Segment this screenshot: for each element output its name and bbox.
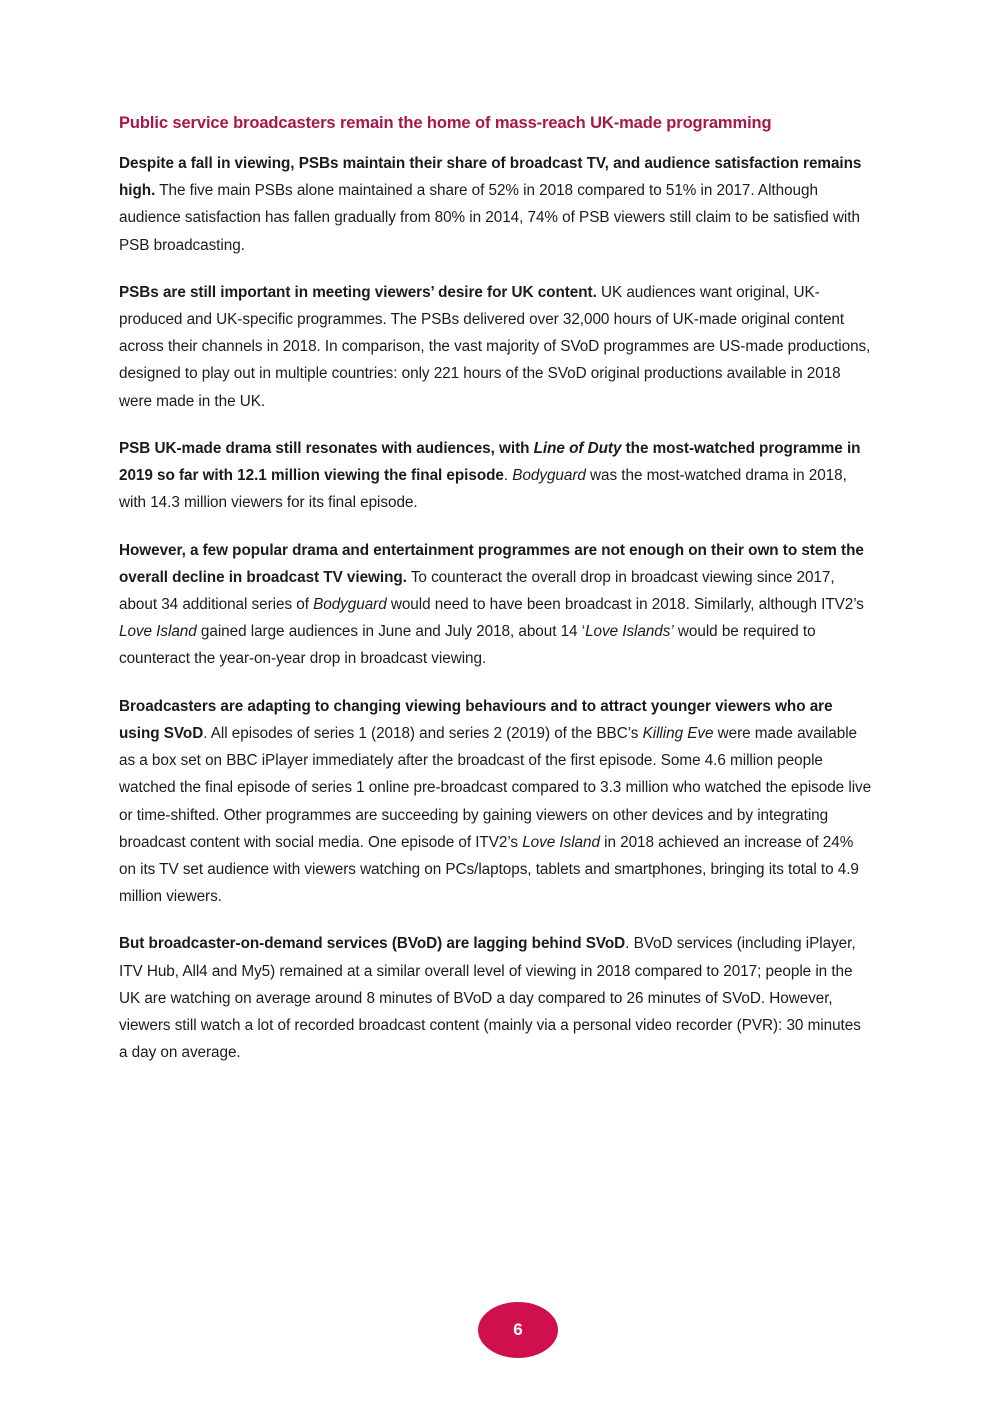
text-run: Bodyguard (313, 595, 387, 613)
text-run: would need to have been broadcast in 2018. Similarly, although ITV2’s (386, 595, 864, 613)
document-body (119, 112, 873, 1066)
paragraph-p4 (119, 537, 873, 673)
text-run: gained large audiences in June and July 2018, about 14 ‘ (196, 623, 586, 641)
page-title: Public service broadcasters remain the home of mass-reach UK-made programming (119, 114, 772, 132)
text-run: UK audiences want original, UK-produced and UK-specific programmes. The PSBs delivered over 32,000 hours of UK-made original content across their channels in 2018. In comparison, the vast majority of SVoD programmes are US-made productions, designed to play out in multiple countries: only 221 hours of the SVoD original productions available in 2018 were made in the UK. (119, 283, 871, 410)
text-run: Despite a fall in viewing, PSBs maintain their share of broadcast TV, and audience satisfaction remains high. (119, 154, 862, 200)
paragraph-p3 (119, 435, 873, 517)
text-run: Bodyguard (512, 467, 586, 485)
text-run: PSBs are still important in meeting viewers’ desire for UK content. (119, 283, 597, 301)
text-run: The five main PSBs alone maintained a share of 52% in 2018 compared to 51% in 2017. Although audience satisfaction has fallen gradually from 80% in 2014, 74% of PSB viewers still claim to be satisfied with PSB broadcasting. (119, 182, 860, 254)
text-run: . (503, 467, 513, 485)
text-run: Broadcasters are adapting to changing viewing behaviours and to attract younger viewers who are using SVoD (119, 697, 833, 742)
text-run: . BVoD services (including iPlayer, ITV Hub, All4 and My5) remained at a similar overall level of viewing in 2018 compared to 2017; people in the UK are watching on average around 8 minutes of BVoD a day compared to 26 minutes of SVoD. However, viewers still watch a lot of recorded broadcast content (mainly via a personal video recorder (PVR): 30 minutes a day on average. (119, 935, 861, 1062)
text-run: was the most-watched drama in 2018, with 14.3 million viewers for its final episode. (119, 467, 847, 512)
paragraph-p6 (119, 930, 873, 1066)
text-run: the most-watched programme in 2019 so far with 12.1 million viewing the final episode (119, 439, 861, 485)
text-run: To counteract the overall drop in broadcast viewing since 2017, about 34 additional series of (119, 568, 835, 613)
paragraph-p1 (119, 150, 873, 259)
paragraph-p5 (119, 693, 873, 911)
page-number-label: 6 (513, 1320, 523, 1339)
text-run: in 2018 achieved an increase of 24% on its TV set audience with viewers watching on PCs/laptops, tablets and smartphones, bringing its total to 4.9 million viewers. (119, 833, 859, 906)
text-run: Killing Eve (642, 724, 714, 742)
text-run: were made available as a box set on BBC iPlayer immediately after the broadcast of the first episode. Some 4.6 million people watched the final episode of series 1 online pre-broadcast compared to 3.3 million who watched the episode live or time-shifted. Other programmes are succeeding by gaining viewers on other devices and by integrating broadcast content with social media. One episode of ITV2’s (119, 724, 872, 851)
paragraph-list (119, 150, 873, 1067)
text-run: However, a few popular drama and entertainment programmes are not enough on their own to stem the overall decline in broadcast TV viewing. (119, 541, 864, 586)
text-run: Love Island (119, 623, 197, 641)
text-run: Love Island (522, 833, 600, 851)
page-number-badge (478, 1302, 558, 1358)
paragraph-p2 (119, 279, 873, 415)
text-run: PSB UK-made drama still resonates with audiences, with (119, 439, 534, 457)
text-run: Love Islands’ (585, 623, 674, 641)
text-run: . All episodes of series 1 (2018) and series 2 (2019) of the BBC’s (203, 724, 643, 742)
text-run: But broadcaster-on-demand services (BVoD) are lagging behind SVoD (119, 935, 626, 953)
text-run: would be required to counteract the year-on-year drop in broadcast viewing. (119, 623, 816, 668)
text-run: Line of Duty (533, 439, 622, 457)
